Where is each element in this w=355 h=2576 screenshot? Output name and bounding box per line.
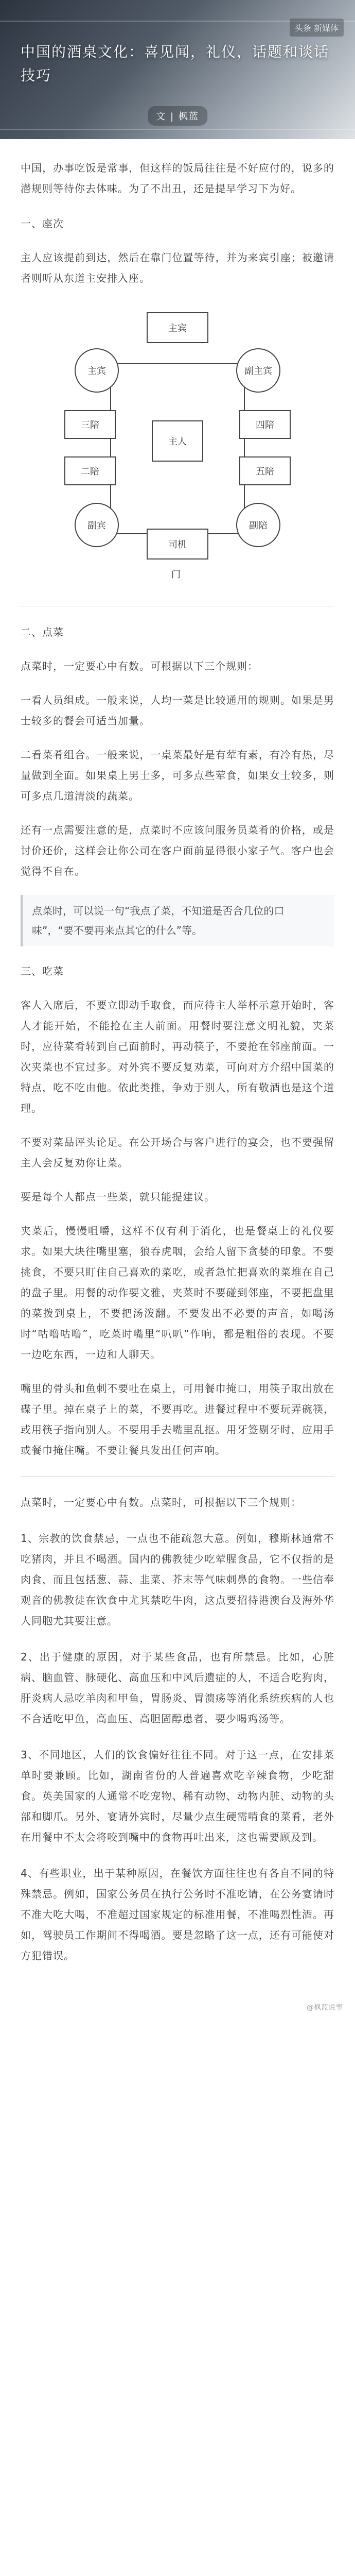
- seat-top: 主宾: [147, 312, 208, 343]
- rule-item-4: 4、有些职业，出于某种原因，在餐饮方面往往也有各自不同的特殊禁忌。例如，国家公务员在执行公务时不准吃请，在公务宴请时不准大吃大喝，不准超过国家规定的标准用餐，不准喝烈性酒。再如，驾驶员工作期间不得喝酒。要是忽略了这一点，还有可能使对方犯错误。: [21, 1867, 334, 1962]
- seat-center: 主人: [152, 420, 203, 462]
- seat-right-low: 五陪: [239, 456, 291, 485]
- rules-intro: 点菜时，一定要心中有数。点菜时，可根据以下三个规则：: [21, 1496, 301, 1509]
- section-title-ordering: 二、点菜: [21, 626, 64, 638]
- pull-quote: 点菜时，可以说一句“我点了菜，不知道是否合几位的口味”，“要不要再来点其它的什么”等。: [21, 895, 334, 946]
- door-label: 门: [171, 569, 181, 580]
- watermark: @枫蓝说事: [307, 2004, 343, 2012]
- source-badge: 头条 新媒体: [290, 19, 344, 37]
- section-title-eating: 三、吃菜: [21, 965, 64, 977]
- seat-bottom-right: 副陪: [236, 503, 280, 547]
- eating-p5: 客人入席后，不要立即动手取食，而应待主人举杯示意开始时，客人才能开始，不能抢在主人前面。用餐时要注意文明礼貌，夹菜时，应待菜肴转到自己面前时，再动筷子，不要抢在邻座前面。一次夹菜也不宜过多。对外宾不要反复劝菜，可向对方介绍中国菜的特点，吃不吃由他。依此类推，争劝于别人，所有敬酒也是这个道理。: [21, 999, 334, 1114]
- rule-item-1: 1、宗教的饮食禁忌，一点也不能疏忽大意。例如，穆斯林通常不吃猪肉，并且不喝酒。国内的佛教徒少吃荤腥食品，它不仅指的是肉食，而且包括葱、蒜、韭菜、芥末等气味刺鼻的食物。一些信奉观音的佛教徒在饮食中尤其禁吃牛肉，这点要招待港澳台及海外华人同胞尤其要注意。: [21, 1532, 334, 1627]
- article-title: 中国的酒桌文化：喜见闻，礼仪，话题和谈话技巧: [21, 43, 330, 84]
- intro-paragraph: 中国，办事吃饭是常事，但这样的饭局往往是不好应付的，说多的潜规则等待你去体味。为了不出丑，还是提早学习下为好。: [21, 162, 334, 195]
- rule-item-2: 2、出于健康的原因，对于某些食品，也有所禁忌。比如，心脏病、脑血管、脉硬化、高血压和中风后遗症的人，不适合吃狗肉，肝炎病人忌吃羊肉和甲鱼，胃肠炎、胃溃疡等消化系统疾病的人也不合适吃甲鱼，高血压、高胆固醇患者，要少喝鸡汤等。: [21, 1651, 334, 1725]
- seating-diagram: [44, 302, 311, 590]
- rule-item-3: 3、不同地区，人们的饮食偏好往往不同。对于这一点，在安排菜单时要兼顾。比如，湖南省份的人普遍喜欢吃辛辣食物，少吃甜食。英美国家的人通常不吃宠物、稀有动物、动物内脏、动物的头部和脚爪。另外，宴请外宾时，尽量少点生硬需啃食的菜肴，老外在用餐中不太会将咬到嘴中的食物再吐出来，这也需要顾及到。: [21, 1749, 334, 1843]
- divider: [21, 1476, 334, 1477]
- seating-paragraph: 主人应该提前到达，然后在靠门位置等待，并为来宾引座；被邀请者则听从东道主安排入座。: [21, 251, 334, 284]
- seat-right-mid: 四陪: [239, 410, 291, 439]
- seat-left-mid-a: 三陪: [64, 410, 116, 439]
- section-title-seating: 一、座次: [21, 217, 64, 230]
- article-body: [0, 139, 355, 2002]
- eating-p6: 不要对菜品评头论足。在公开场合与客户进行的宴会，也不要强留主人会反复劝你让菜。: [21, 1136, 334, 1169]
- seat-right-top: 副主宾: [236, 348, 280, 393]
- seat-bottom-center: 司机: [147, 529, 208, 560]
- ordering-p1: 点菜时，一定要心中有数。可根据以下三个规则：: [21, 660, 258, 672]
- seat-bottom-left: 副宾: [75, 503, 119, 547]
- seat-left-top: 主宾: [75, 348, 119, 393]
- seat-left-low: 二陪: [64, 456, 116, 485]
- eating-p8: 夹菜后，慢慢咀嚼，这样不仅有利于消化，也是餐桌上的礼仪要求。如果大块往嘴里塞，狼吞虎咽，会给人留下贪婪的印象。不要挑食，不要只盯住自己喜欢的菜吃，或者急忙把喜欢的菜堆在自己的盘子里。用餐的动作要文雅，夹菜时不要碰到邻座，不要把盘里的菜拨到桌上，不要把汤泼翻。不要发出不必要的声音，如喝汤时“咕噜咕噜”，吃菜时嘴里“叭叭”作响，都是粗俗的表现。不要一边吃东西，一边和人聊天。: [21, 1225, 334, 1361]
- ordering-p4: 还有一点需要注意的是，点菜时不应该问服务员菜肴的价格，或是讨价还价，这样会让你公司在客户面前显得很小家子气。客户也会觉得不自在。: [21, 824, 334, 877]
- ordering-p2: 一看人员组成。一般来说，人均一菜是比较通用的规则。如果是男士较多的餐会可适当加量。: [21, 694, 334, 727]
- eating-p9: 嘴里的骨头和鱼刺不要吐在桌上，可用餐巾掩口，用筷子取出放在碟子里。掉在桌子上的菜，不要再吃。进餐过程中不要玩弄碗筷，或用筷子指向别人。不要用手去嘴里乱抠。用牙签剔牙时，应用手或餐巾掩住嘴。不要让餐具发出任何声响。: [21, 1382, 334, 1456]
- banner-stripe: [0, 129, 355, 130]
- eating-p7: 要是每个人都点一些菜，就只能提建议。: [21, 1191, 215, 1203]
- author-tag: 文 | 枫蓝: [148, 106, 207, 126]
- ordering-p3: 二看菜肴组合。一般来说，一桌菜最好是有荤有素，有冷有热，尽量做到全面。如果桌上男士多，可多点些荤食，如果女士较多，则可多点几道清淡的蔬菜。: [21, 749, 334, 802]
- header-banner: [0, 0, 355, 139]
